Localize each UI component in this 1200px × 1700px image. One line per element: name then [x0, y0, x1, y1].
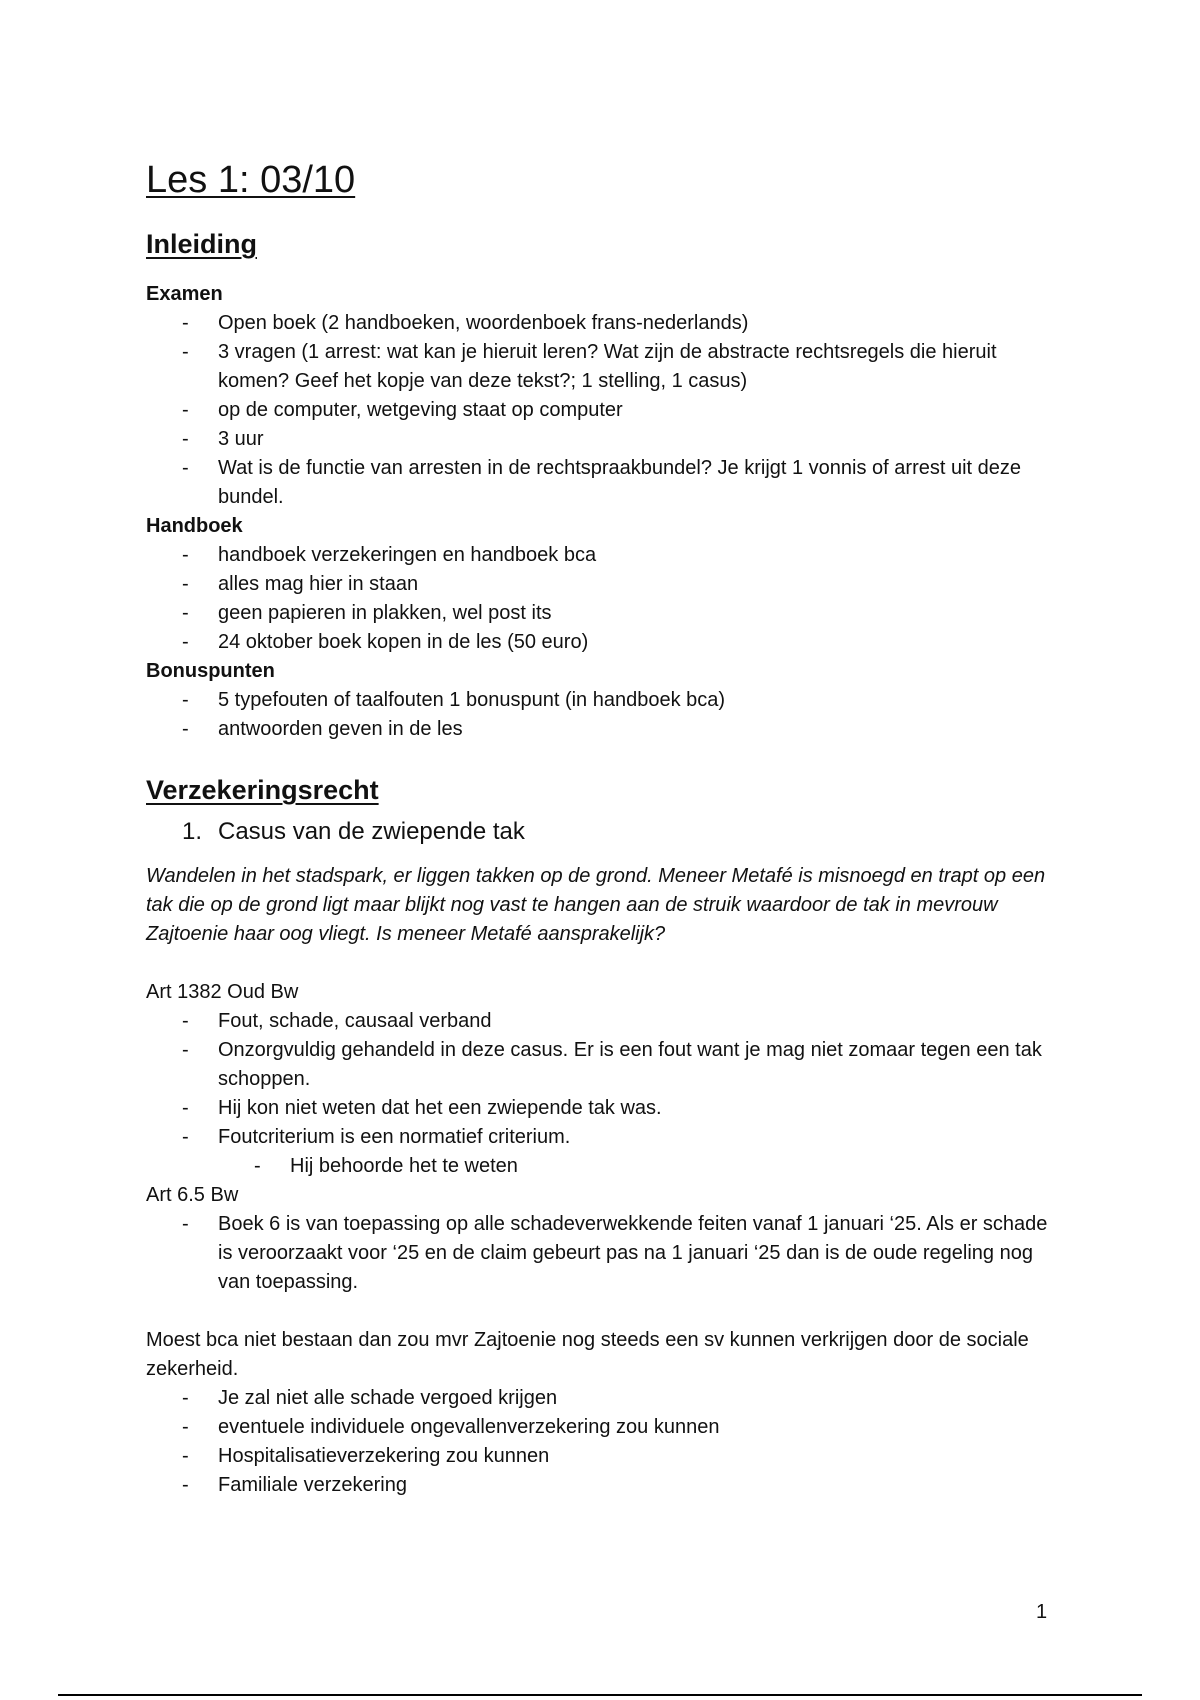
list-item: - Onzorgvuldig gehandeld in deze casus. Er is een fout want je mag niet zomaar tegen een tak schoppen. — [218, 1036, 1066, 1094]
page-title: Les 1: 03/10 — [146, 159, 356, 201]
list-item: - Open boek (2 handboeken, woordenboek frans-nederlands) — [218, 309, 1066, 338]
handboek-list — [146, 541, 1066, 657]
list-item: - Hospitalisatieverzekering zou kunnen — [218, 1442, 1066, 1471]
art-1382-label: Art 1382 Oud Bw — [146, 980, 299, 1003]
list-item: - alles mag hier in staan — [218, 570, 1066, 599]
page-number: 1 — [1036, 1601, 1048, 1623]
subheading-handboek: Handboek — [146, 514, 243, 537]
bca-paragraph: Moest bca niet bestaan dan zou mvr Zajtoenie nog steeds een sv kunnen verkrijgen door de sociale zekerheid. — [146, 1328, 1029, 1380]
list-item: - op de computer, wetgeving staat op computer — [218, 396, 1066, 425]
list-item: - Familiale verzekering — [218, 1471, 1066, 1500]
case-number: 1. — [182, 818, 203, 846]
list-item: - 3 uur — [218, 425, 1066, 454]
bonuspunten-list — [146, 686, 1066, 744]
list-item: - Boek 6 is van toepassing op alle schadeverwekkende feiten vanaf 1 januari ‘25. Als er schade is veroorzaakt voor ‘25 en de claim gebeurt pas na 1 januari ‘25 dan is de oude regeling nog van toepassing. — [218, 1210, 1066, 1297]
spacer — [146, 949, 1066, 978]
case-title: Casus van de zwiepende tak — [218, 818, 525, 846]
list-item: - Wat is de functie van arresten in de rechtspraakbundel? Je krijgt 1 vonnis of arrest uit deze bundel. — [218, 454, 1066, 512]
section-heading-inleiding: Inleiding — [146, 228, 257, 259]
case-heading — [146, 816, 1066, 847]
art-6-5-label: Art 6.5 Bw — [146, 1183, 239, 1206]
list-item: - Fout, schade, causaal verband — [218, 1007, 1066, 1036]
spacer — [146, 1297, 1066, 1326]
footer-divider — [58, 1694, 1142, 1696]
list-item: - Je zal niet alle schade vergoed krijgen — [218, 1384, 1066, 1413]
art-1382-list — [146, 1007, 1066, 1152]
subheading-bonuspunten: Bonuspunten — [146, 659, 275, 682]
list-item: - handboek verzekeringen en handboek bca — [218, 541, 1066, 570]
list-item: - eventuele individuele ongevallenverzekering zou kunnen — [218, 1413, 1066, 1442]
list-item: - Hij behoorde het te weten — [290, 1152, 1066, 1181]
bca-list — [146, 1384, 1066, 1500]
list-item: - 24 oktober boek kopen in de les (50 euro) — [218, 628, 1066, 657]
art-6-5-list — [146, 1210, 1066, 1297]
art-1382-sublist — [146, 1152, 1066, 1181]
document-page — [146, 158, 1066, 1500]
section-heading-verzekeringsrecht: Verzekeringsrecht — [146, 774, 379, 805]
list-item: - 5 typefouten of taalfouten 1 bonuspunt (in handboek bca) — [218, 686, 1066, 715]
subheading-examen: Examen — [146, 282, 223, 305]
list-item: - Foutcriterium is een normatief criterium. — [218, 1123, 1066, 1152]
examen-list — [146, 309, 1066, 512]
list-item: - antwoorden geven in de les — [218, 715, 1066, 744]
case-text: Wandelen in het stadspark, er liggen takken op de grond. Meneer Metafé is misnoegd en trapt op een tak die op de grond ligt maar blijkt nog vast te hangen aan de struik waardoor de tak in mevrouw Zajtoenie haar oog vliegt. Is meneer Metafé aansprakelijk? — [146, 864, 1046, 945]
list-item: - geen papieren in plakken, wel post its — [218, 599, 1066, 628]
list-item: - 3 vragen (1 arrest: wat kan je hieruit leren? Wat zijn de abstracte rechtsregels die hieruit komen? Geef het kopje van deze tekst?; 1 stelling, 1 casus) — [218, 338, 1066, 396]
list-item: - Hij kon niet weten dat het een zwiepende tak was. — [218, 1094, 1066, 1123]
